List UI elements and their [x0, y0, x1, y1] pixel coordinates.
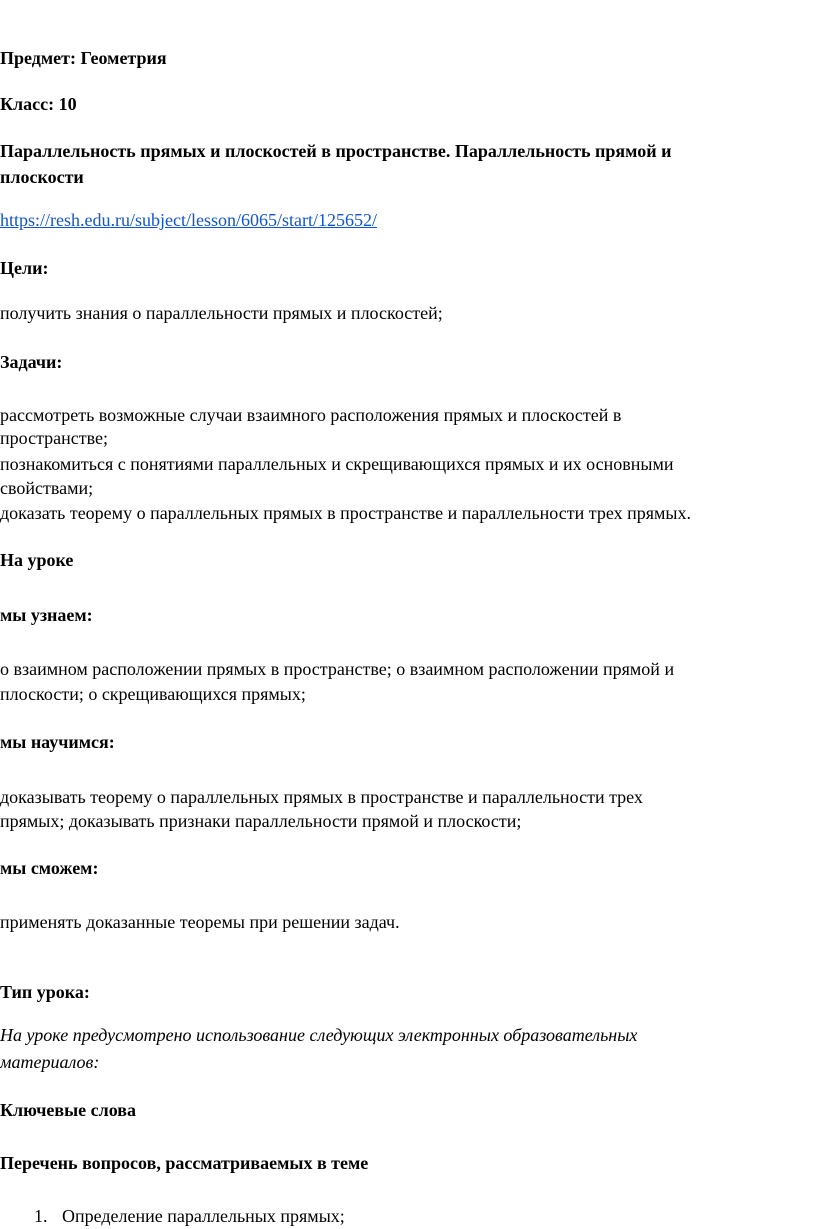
task-line-5: доказать теорему о параллельных прямых в пространстве и параллельности трех прямых. [0, 503, 691, 523]
materials-line-1: На уроке предусмотрено использование следующих электронных образовательных [0, 1025, 638, 1045]
learn-heading: мы узнаем: [0, 605, 93, 625]
tasks-heading: Задачи: [0, 352, 63, 372]
on-lesson-heading: На уроке [0, 550, 74, 570]
task-line-2: пространстве; [0, 428, 109, 448]
topic-line-2: плоскости [0, 167, 84, 187]
topic-line-1: Параллельность прямых и плоскостей в пространстве. Параллельность прямой и [0, 141, 672, 161]
teach-heading: мы научимся: [0, 732, 115, 752]
can-text: применять доказанные теоремы при решении задач. [0, 912, 400, 932]
subject-line: Предмет: Геометрия [0, 48, 167, 68]
list-item-text: Определение параллельных прямых; [62, 1206, 345, 1226]
materials-line-2: материалов: [0, 1052, 100, 1072]
grade-line: Класс: 10 [0, 94, 77, 114]
goals-text: получить знания о параллельности прямых и плоскостей; [0, 303, 443, 323]
list-item-number: 1. [34, 1206, 48, 1226]
lesson-type-heading: Тип урока: [0, 982, 90, 1002]
task-line-3: познакомиться с понятиями параллельных и скрещивающихся прямых и их основными [0, 454, 674, 474]
list-item [0, 1203, 816, 1229]
teach-line-1: доказывать теорему о параллельных прямых в пространстве и параллельности трех [0, 787, 643, 807]
keywords-heading: Ключевые слова [0, 1100, 136, 1120]
learn-line-1: о взаимном расположении прямых в пространстве; о взаимном расположении прямой и [0, 659, 675, 679]
learn-line-2: плоскости; о скрещивающихся прямых; [0, 684, 306, 704]
can-heading: мы сможем: [0, 858, 99, 878]
task-line-1: рассмотреть возможные случаи взаимного расположения прямых и плоскостей в [0, 405, 622, 425]
task-line-4: свойствами; [0, 478, 94, 498]
questions-heading: Перечень вопросов, рассматриваемых в теме [0, 1153, 369, 1173]
lesson-link[interactable]: https://resh.edu.ru/subject/lesson/6065/start/125652/ [0, 210, 377, 230]
goals-heading: Цели: [0, 258, 49, 278]
teach-line-2: прямых; доказывать признаки параллельности прямой и плоскости; [0, 811, 522, 831]
